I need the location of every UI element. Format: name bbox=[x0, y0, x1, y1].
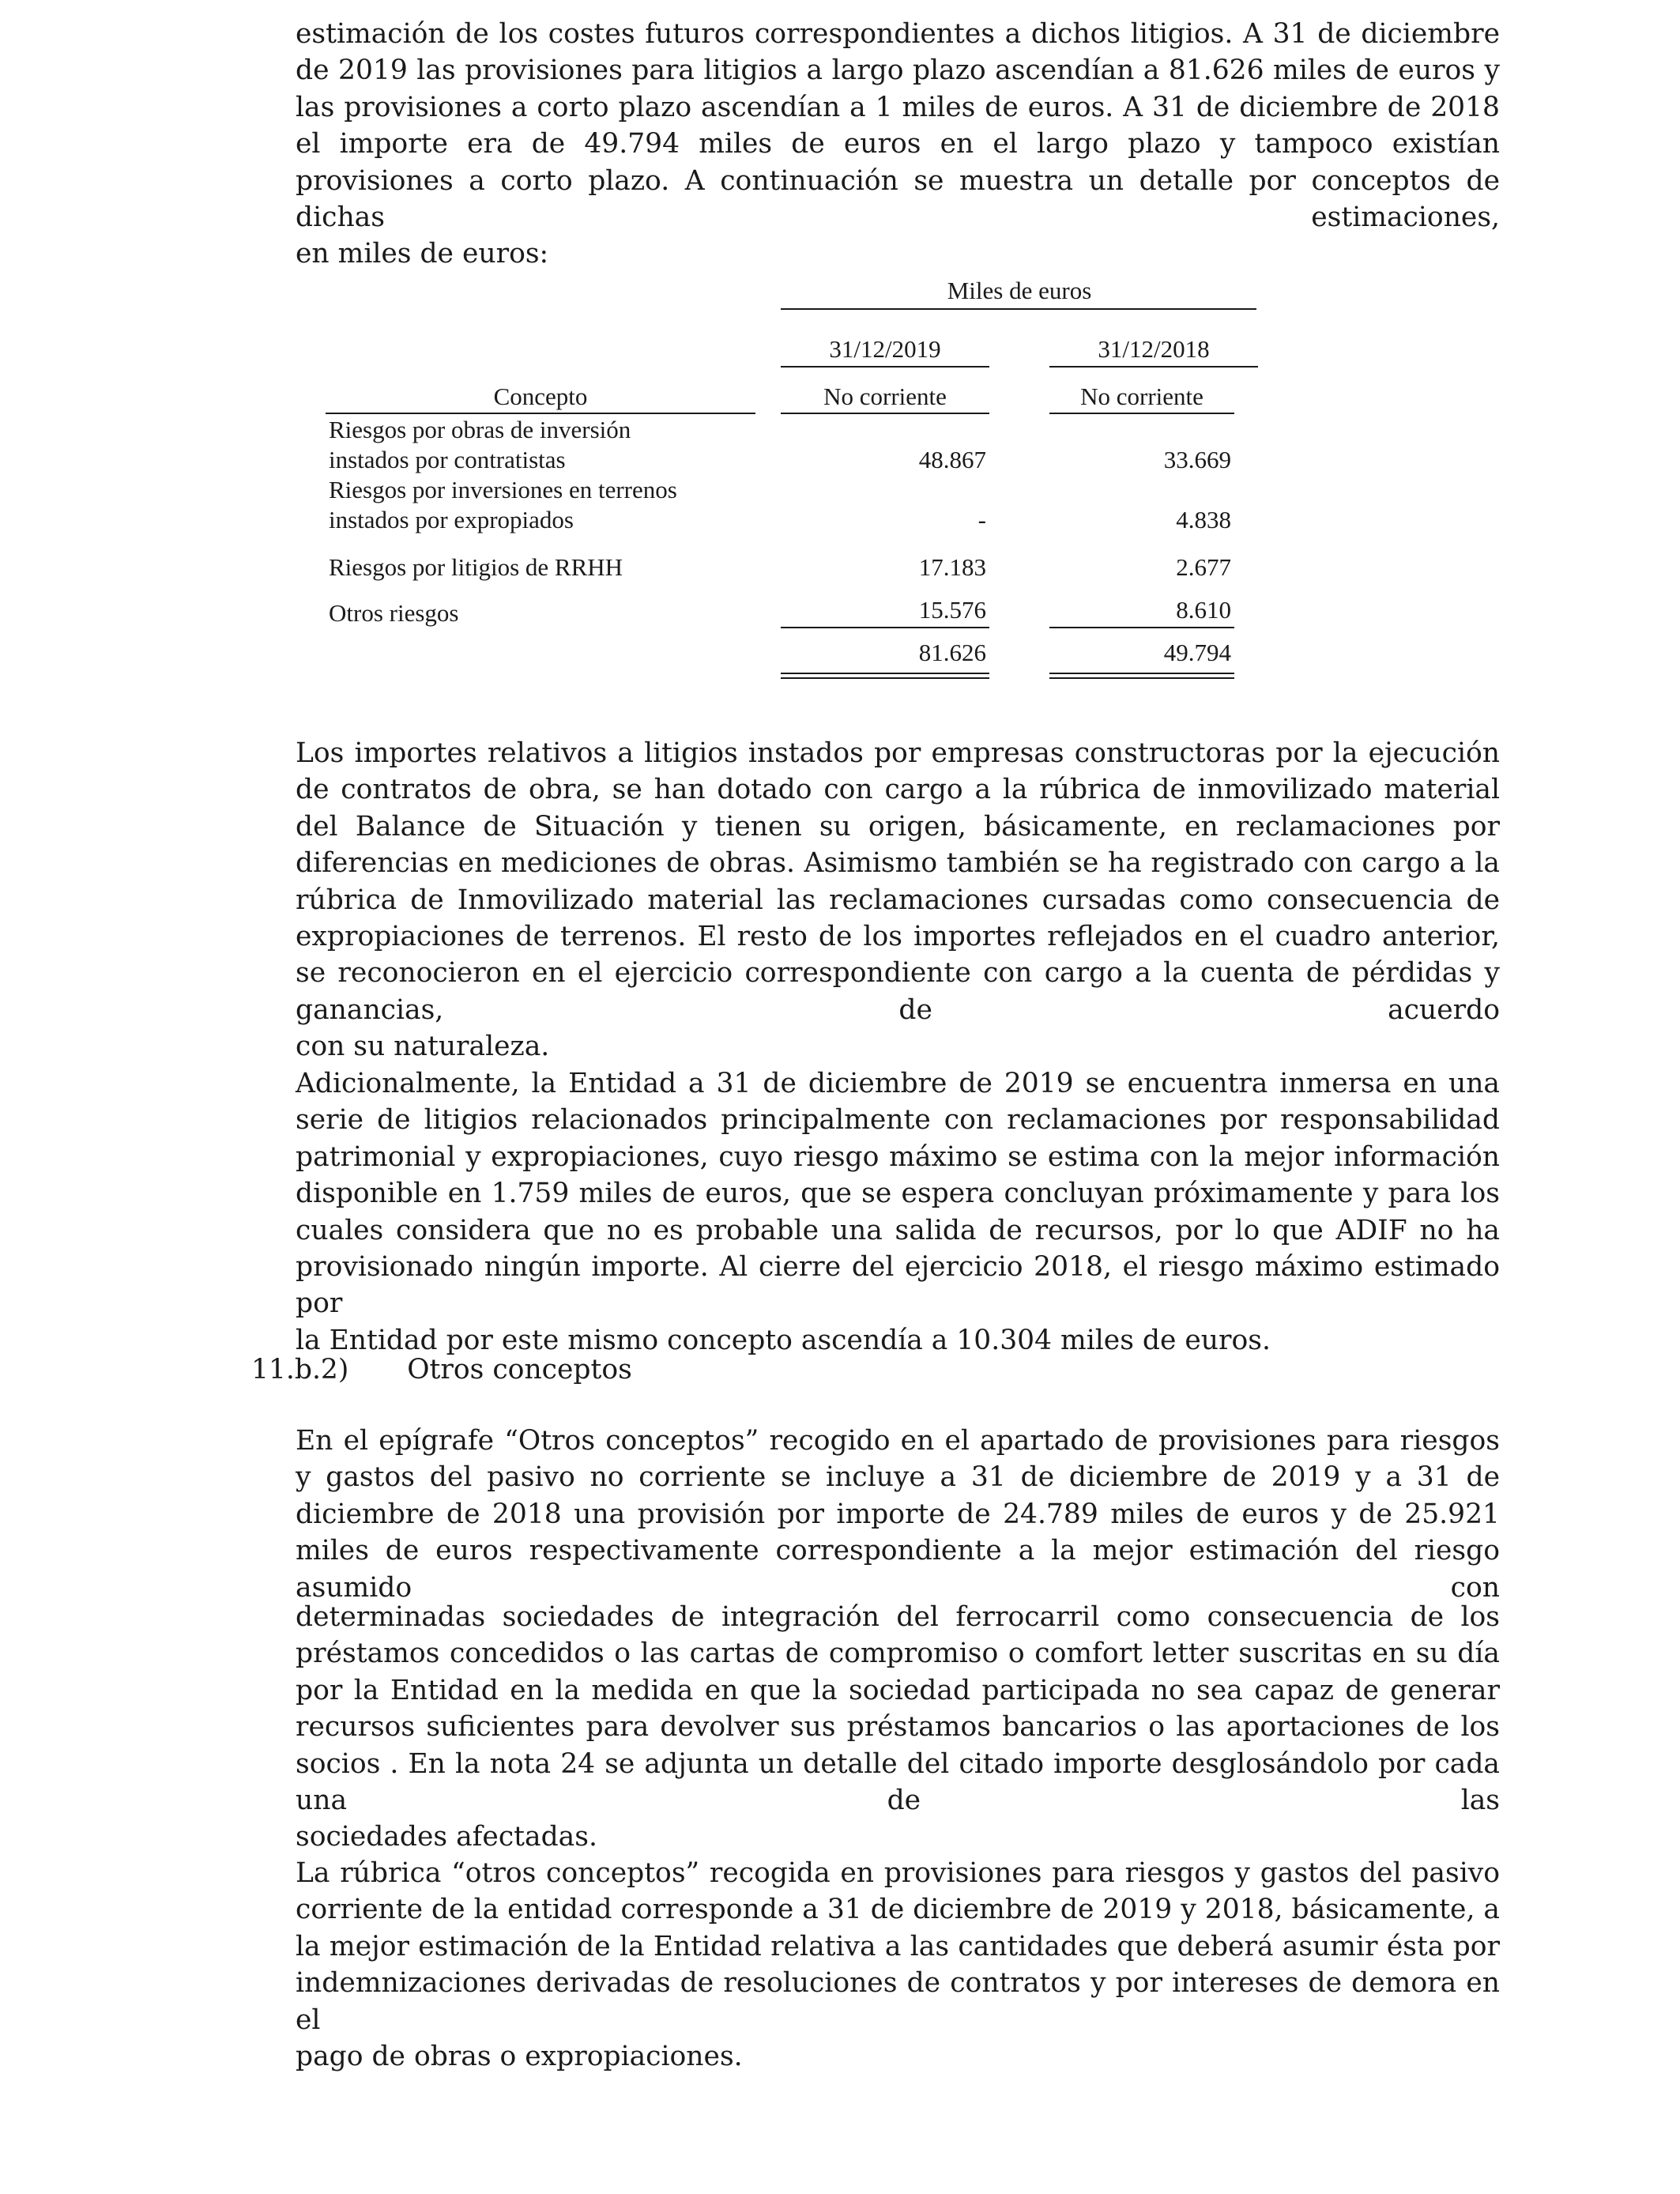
paragraph-last-line: sociedades afectadas. bbox=[296, 1821, 597, 1853]
concept-rule bbox=[326, 413, 755, 414]
paragraph-last-line: con su naturaleza. bbox=[296, 1031, 550, 1063]
paragraph-text: Adicionalmente, la Entidad a 31 de diciembre de 2019 se encuentra inmersa en una serie de litigios relacionados principalmente con reclamaciones por responsabilidad patrimonial y expropiaciones, cuyo riesgo máximo se estima con la mejor información disponible en 1.759 miles de euros, que se espera concluyan próximamente y para los cuales considera que no es probable una salida de recursos, por lo que ADIF no ha provisionado ningún importe. Al cierre del ejercicio 2018, el riesgo máximo estimado por bbox=[296, 1068, 1500, 1320]
total-double-rule-2019 bbox=[781, 677, 989, 679]
total-rule-2019 bbox=[781, 673, 989, 674]
table-row-label: Riesgos por obras de inversión bbox=[329, 416, 631, 443]
date-header-2018: 31/12/2018 bbox=[1098, 335, 1210, 363]
total-2019: 81.626 bbox=[918, 639, 986, 666]
table-cell-2018: 2.677 bbox=[1176, 553, 1231, 581]
paragraph-last-line: en miles de euros: bbox=[296, 238, 549, 270]
paragraph-last-line: pago de obras o expropiaciones. bbox=[296, 2041, 743, 2073]
paragraph-other-concepts bbox=[296, 1423, 1500, 1606]
total-rule-2018 bbox=[1049, 673, 1234, 674]
paragraph-last-line: la Entidad por este mismo concepto ascendía a 10.304 miles de euros. bbox=[296, 1324, 1271, 1356]
section-title: Otros conceptos bbox=[407, 1354, 632, 1385]
paragraph-text: determinadas sociedades de integración del ferrocarril como consecuencia de los préstamos concedidos o las cartas de compromiso o comfort letter suscritas en su día por la Entidad en la medida en que la sociedad participada no sea capaz de generar recursos suficientes para devolver sus préstamos bancarios o las aportaciones de los socios . En la nota 24 se adjunta un detalle del citado importe desglosándolo por cada una de las bbox=[296, 1601, 1500, 1817]
paragraph-litigation-details bbox=[296, 735, 1500, 1065]
paragraph-text: La rúbrica “otros conceptos” recogida en provisiones para riesgos y gastos del pasivo corriente de la entidad corresponde a 31 de diciembre de 2019 y 2018, básicamente, a la mejor estimación de la Entidad relativa a las cantidades que deberá asumir ésta por indemnizaciones derivadas de resoluciones de contratos y por intereses de demora en el bbox=[296, 1857, 1500, 2036]
subtotal-rule-2019 bbox=[781, 627, 989, 628]
table-cell-2019: 15.576 bbox=[918, 596, 986, 624]
table-row-label: Riesgos por litigios de RRHH bbox=[329, 553, 623, 581]
table-row-label: instados por contratistas bbox=[329, 446, 566, 473]
subtotal-rule-2018 bbox=[1049, 627, 1234, 628]
date-rule-2018 bbox=[1049, 366, 1258, 368]
column-rule-2019 bbox=[781, 413, 989, 414]
column-header-2018: No corriente bbox=[1080, 383, 1203, 410]
paragraph-current-liabilities bbox=[296, 1855, 1500, 2075]
total-double-rule-2018 bbox=[1049, 677, 1234, 679]
table-cell-2018: 33.669 bbox=[1163, 446, 1231, 473]
paragraph-text: estimación de los costes futuros correspondientes a dichos litigios. A 31 de diciembre de 2019 las provisiones para litigios a largo plazo ascendían a 81.626 miles de euros y las provisiones a corto plazo ascendían a 1 miles de euros. A 31 de diciembre de 2018 el importe era de 49.794 miles de euros en el largo plazo y tampoco existían provisiones a corto plazo. A continuación se muestra un detalle por conceptos de dichas estimaciones, bbox=[296, 18, 1500, 234]
section-heading bbox=[251, 1351, 632, 1388]
date-rule-2019 bbox=[781, 366, 989, 368]
provisions-table bbox=[0, 0, 1680, 711]
section-number: 11.b.2) bbox=[251, 1354, 349, 1385]
table-cell-2019: 17.183 bbox=[918, 553, 986, 581]
table-cell-2018: 8.610 bbox=[1176, 596, 1231, 624]
table-row-label: Otros riesgos bbox=[329, 599, 459, 627]
group-header: Miles de euros bbox=[947, 277, 1092, 304]
concept-header: Concepto bbox=[493, 383, 588, 410]
paragraph-additional-litigation bbox=[296, 1065, 1500, 1359]
date-header-2019: 31/12/2019 bbox=[829, 335, 941, 363]
paragraph-text: Los importes relativos a litigios instados por empresas constructoras por la ejecución de contratos de obra, se han dotado con cargo a la rúbrica de inmovilizado material del Balance de Situación y tienen su origen, básicamente, en reclamaciones por diferencias en mediciones de obras. Asimismo también se ha registrado con cargo a la rúbrica de Inmovilizado material las reclamaciones cursadas como consecuencia de expropiaciones de terrenos. El resto de los importes reflejados en el cuadro anterior, se reconocieron en el ejercicio correspondiente con cargo a la cuenta de pérdidas y ganancias, de acuerdo bbox=[296, 737, 1500, 1026]
table-cell-2018: 4.838 bbox=[1176, 506, 1231, 533]
group-header-rule bbox=[781, 308, 1256, 310]
column-rule-2018 bbox=[1049, 413, 1234, 414]
total-2018: 49.794 bbox=[1163, 639, 1231, 666]
table-row-label: Riesgos por inversiones en terrenos bbox=[329, 476, 677, 503]
paragraph-text: En el epígrafe “Otros conceptos” recogido en el apartado de provisiones para riesgos y gastos del pasivo no corriente se incluye a 31 de diciembre de 2019 y a 31 de diciembre de 2018 una provisión por importe de 24.789 miles de euros y de 25.921 miles de euros respectivamente correspondiente a la mejor estimación del riesgo asumido con bbox=[296, 1425, 1500, 1604]
table-cell-2019: 48.867 bbox=[918, 446, 986, 473]
table-cell-2019: - bbox=[977, 506, 986, 533]
column-header-2019: No corriente bbox=[823, 383, 947, 410]
paragraph-integration-companies bbox=[296, 1599, 1500, 1856]
table-row-label: instados por expropiados bbox=[329, 506, 574, 533]
